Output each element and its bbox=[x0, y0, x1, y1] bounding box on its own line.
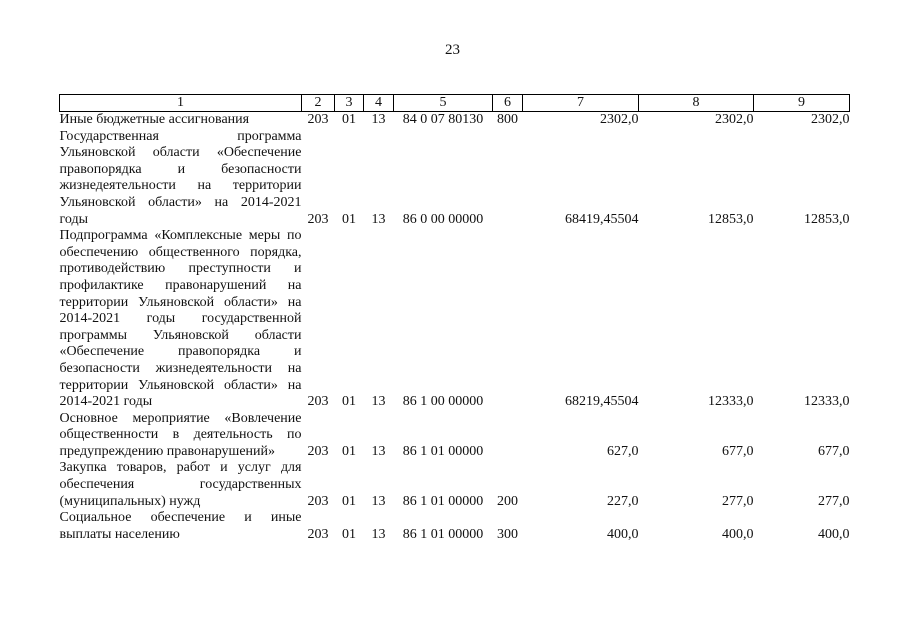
col-3-value: 01 bbox=[342, 211, 356, 227]
col-3-value: 01 bbox=[342, 112, 356, 127]
col-5-value: 86 1 01 00000 bbox=[402, 526, 484, 542]
budget-table bbox=[59, 94, 850, 543]
row-name: Социальное обеспечение и иные выплаты населению bbox=[59, 510, 302, 542]
table-row bbox=[60, 228, 850, 411]
col-8-value: 2302,0 bbox=[715, 112, 754, 127]
col-5-value: 86 0 00 00000 bbox=[402, 211, 484, 227]
col-2-value: 203 bbox=[307, 211, 329, 227]
page-number: 23 bbox=[445, 42, 460, 58]
header-col-5: 5 bbox=[394, 95, 493, 112]
col-5-value: 86 1 00 00000 bbox=[402, 394, 484, 410]
table-row bbox=[60, 460, 850, 510]
col-8-value: 277,0 bbox=[722, 493, 754, 509]
col-6-value: 300 bbox=[497, 526, 518, 542]
col-4-value: 13 bbox=[371, 112, 386, 127]
col-3-value: 01 bbox=[342, 493, 356, 509]
header-col-7: 7 bbox=[523, 95, 639, 112]
row-name: Закупка товаров, работ и услуг для обеспечения государственных (муниципальных) нужд bbox=[59, 460, 302, 509]
col-6-value bbox=[493, 129, 523, 229]
col-5-value: 86 1 01 00000 bbox=[402, 493, 484, 509]
col-7-value: 2302,0 bbox=[600, 112, 639, 127]
col-3-value: 01 bbox=[342, 394, 356, 410]
col-8-value: 12853,0 bbox=[708, 211, 754, 227]
col-2-value: 203 bbox=[307, 443, 329, 459]
col-5-value: 86 1 01 00000 bbox=[402, 443, 484, 459]
col-9-value: 12853,0 bbox=[804, 211, 850, 227]
col-6-value: 800 bbox=[497, 112, 518, 127]
col-8-value: 12333,0 bbox=[708, 394, 754, 410]
col-5-value: 84 0 07 80130 bbox=[402, 112, 484, 127]
col-4-value: 13 bbox=[371, 394, 386, 410]
col-4-value: 13 bbox=[371, 211, 386, 227]
header-col-1: 1 bbox=[60, 95, 302, 112]
header-col-9: 9 bbox=[754, 95, 850, 112]
col-9-value: 2302,0 bbox=[811, 112, 850, 127]
col-9-value: 677,0 bbox=[818, 443, 850, 459]
col-4-value: 13 bbox=[371, 526, 386, 542]
col-7-value: 68419,45504 bbox=[565, 211, 639, 227]
col-7-value: 627,0 bbox=[607, 443, 639, 459]
table-row bbox=[60, 112, 850, 129]
row-name: Государственная программа Ульяновской области «Обеспечение правопорядка и безопасности жизнедеятельности на территории Ульяновской области» на 2014-2021 годы bbox=[59, 128, 302, 227]
row-name: Иные бюджетные ассигнования bbox=[59, 112, 250, 127]
col-7-value: 227,0 bbox=[607, 493, 639, 509]
col-2-value: 203 bbox=[307, 112, 329, 127]
col-9-value: 277,0 bbox=[818, 493, 850, 509]
col-7-value: 400,0 bbox=[607, 526, 639, 542]
col-2-value: 203 bbox=[307, 493, 329, 509]
col-3-value: 01 bbox=[342, 443, 356, 459]
col-8-value: 400,0 bbox=[722, 526, 754, 542]
header-col-6: 6 bbox=[493, 95, 523, 112]
col-3-value: 01 bbox=[342, 526, 356, 542]
col-6-value bbox=[493, 411, 523, 461]
col-6-value: 200 bbox=[497, 493, 518, 509]
header-col-3: 3 bbox=[335, 95, 364, 112]
row-name: Подпрограмма «Комплексные меры по обеспечению общественного порядка, противодействию преступности и профилактике правонарушений на территории Ульяновской области» на 2014-2021 годы государственной программы Ульяновской области «Обеспечение правопорядка и безопасности жизнедеятельности на территории Ульяновской области» на 2014-2021 годы bbox=[59, 228, 302, 410]
header-col-8: 8 bbox=[639, 95, 754, 112]
table-row bbox=[60, 510, 850, 543]
col-2-value: 203 bbox=[307, 394, 329, 410]
header-row bbox=[60, 95, 850, 112]
col-6-value bbox=[493, 228, 523, 411]
header-col-4: 4 bbox=[364, 95, 394, 112]
table-row bbox=[60, 411, 850, 461]
col-9-value: 400,0 bbox=[818, 526, 850, 542]
col-8-value: 677,0 bbox=[722, 443, 754, 459]
col-4-value: 13 bbox=[371, 493, 386, 509]
col-7-value: 68219,45504 bbox=[565, 394, 639, 410]
header-col-2: 2 bbox=[302, 95, 335, 112]
col-4-value: 13 bbox=[371, 443, 386, 459]
col-2-value: 203 bbox=[307, 526, 329, 542]
table-row bbox=[60, 129, 850, 229]
row-name: Основное мероприятие «Вовлечение общественности в деятельность по предупреждению правонарушений» bbox=[59, 410, 302, 459]
col-9-value: 12333,0 bbox=[804, 394, 850, 410]
